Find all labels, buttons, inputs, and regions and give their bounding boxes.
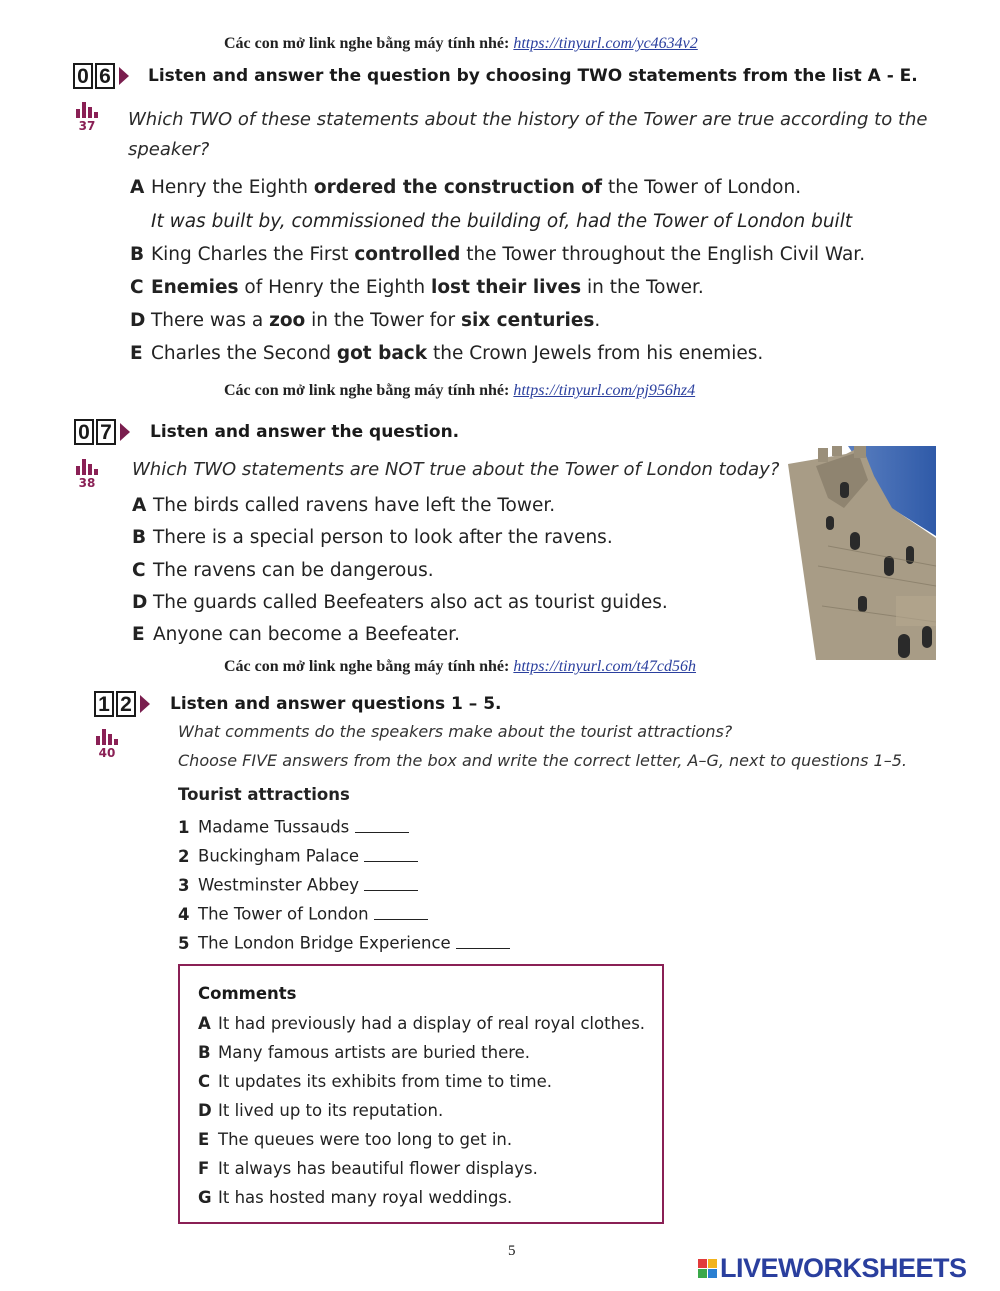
answer-blank-5[interactable] (456, 931, 510, 949)
attraction-1: 1 Madame Tussauds (178, 815, 409, 837)
exercise-12-badge: 1 2 (94, 691, 150, 717)
exercise-12-heading: Listen and answer questions 1 – 5. (170, 694, 502, 714)
audio-track-40[interactable]: 40 (93, 728, 121, 760)
ex07-option-a: A The birds called ravens have left the Tower. (132, 495, 556, 516)
comment-a: A It had previously had a display of real royal clothes. (198, 1014, 646, 1033)
ex07-option-b: B There is a special person to look after the ravens. (132, 527, 613, 548)
audio-track-icon (76, 458, 98, 475)
attraction-3: 3 Westminster Abbey (178, 873, 418, 895)
listening-link-note-3: Các con mở link nghe bằng máy tính nhé: https://tinyurl.com/t47cd56h (224, 658, 697, 675)
audio-link-2[interactable]: https://tinyurl.com/pj956hz4 (513, 382, 696, 399)
ex07-option-d: D The guards called Beefeaters also act as tourist guides. (132, 592, 668, 613)
comment-c: C It updates its exhibits from time to time. (198, 1072, 552, 1091)
ex06-option-a-paraphrase: It was built by, commissioned the building of, had the Tower of London built (151, 211, 853, 232)
ex06-option-b: B King Charles the First controlled the Tower throughout the English Civil War. (130, 244, 866, 265)
comments-box (178, 964, 664, 1224)
play-arrow-icon (140, 695, 150, 713)
audio-track-38[interactable]: 38 (73, 458, 101, 490)
exercise-06-heading: Listen and answer the question by choosing TWO statements from the list A - E. (148, 66, 918, 86)
attraction-5: 5 The London Bridge Experience (178, 931, 510, 953)
exercise-07-heading: Listen and answer the question. (150, 422, 460, 442)
listening-link-note-1: Các con mở link nghe bằng máy tính nhé: https://tinyurl.com/yc4634v2 (224, 35, 698, 52)
exercise-07-badge: 0 7 (74, 419, 130, 445)
ex07-option-e: E Anyone can become a Beefeater. (132, 624, 460, 645)
answer-blank-4[interactable] (374, 902, 428, 920)
exercise-06-badge: 0 6 (73, 63, 129, 89)
comments-title: Comments (198, 984, 297, 1003)
answer-blank-1[interactable] (355, 815, 409, 833)
listening-link-note-2: Các con mở link nghe bằng máy tính nhé: https://tinyurl.com/pj956hz4 (224, 382, 696, 399)
liveworksheets-logo[interactable]: LIVEWORKSHEETS (698, 1253, 967, 1284)
comment-f: F It always has beautiful flower displays. (198, 1159, 538, 1178)
ex06-option-e: E Charles the Second got back the Crown Jewels from his enemies. (130, 343, 764, 364)
comment-e: E The queues were too long to get in. (198, 1130, 513, 1149)
ex06-option-c: C Enemies of Henry the Eighth lost their lives in the Tower. (130, 277, 704, 298)
comment-g: G It has hosted many royal weddings. (198, 1188, 513, 1207)
tower-of-london-photo (788, 446, 936, 660)
ex06-option-a: A Henry the Eighth ordered the construction of the Tower of London. (130, 177, 802, 198)
exercise-06-question: Which TWO of these statements about the history of the Tower are true according to the speaker? (128, 109, 928, 160)
tourist-attractions-title: Tourist attractions (178, 785, 350, 804)
audio-link-3[interactable]: https://tinyurl.com/t47cd56h (513, 658, 697, 675)
attraction-2: 2 Buckingham Palace (178, 844, 418, 866)
audio-track-icon (76, 101, 98, 118)
play-arrow-icon (119, 67, 129, 85)
ex06-option-d: D There was a zoo in the Tower for six centuries. (130, 310, 601, 331)
play-arrow-icon (120, 423, 130, 441)
audio-track-37[interactable]: 37 (73, 101, 101, 133)
exercise-12-question-2: Choose FIVE answers from the box and write the correct letter, A–G, next to questions 1–5. (178, 751, 907, 770)
exercise-07-question: Which TWO statements are NOT true about the Tower of London today? (132, 459, 780, 480)
page-number: 5 (508, 1243, 516, 1259)
comment-b: B Many famous artists are buried there. (198, 1043, 531, 1062)
answer-blank-2[interactable] (364, 844, 418, 862)
ex07-option-c: C The ravens can be dangerous. (132, 560, 434, 581)
logo-icon (698, 1259, 717, 1278)
attraction-4: 4 The Tower of London (178, 902, 428, 924)
audio-link-1[interactable]: https://tinyurl.com/yc4634v2 (513, 35, 698, 52)
audio-track-icon (96, 728, 118, 745)
answer-blank-3[interactable] (364, 873, 418, 891)
exercise-12-question-1: What comments do the speakers make about the tourist attractions? (178, 722, 733, 741)
comment-d: D It lived up to its reputation. (198, 1101, 444, 1120)
